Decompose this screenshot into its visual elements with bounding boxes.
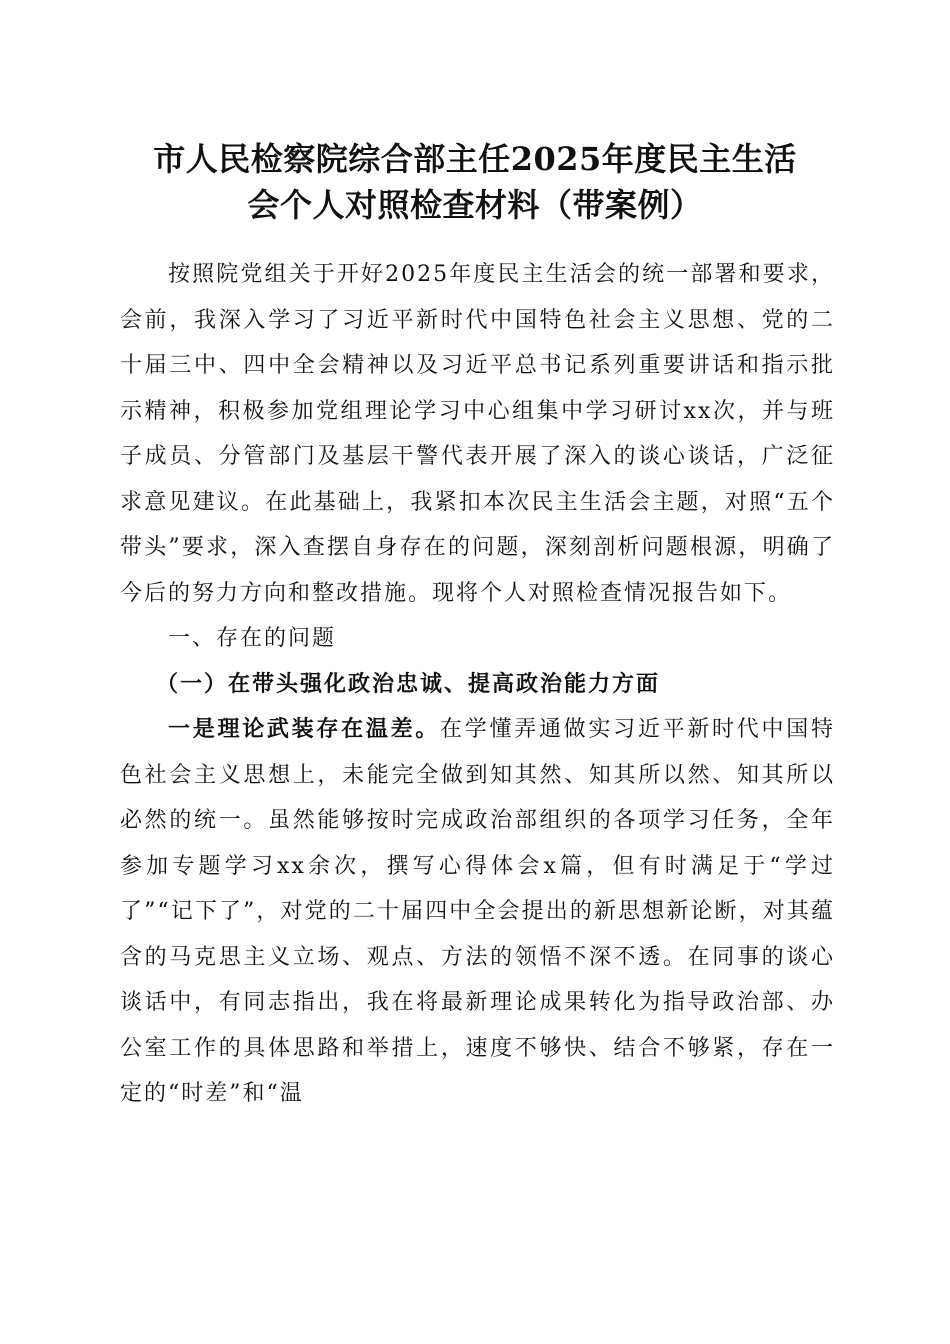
- point-text: 在学懂弄通做实习近平新时代中国特色社会主义思想上，未能完全做到知其然、知其所以然、知其所以必然的统一。虽然能够按时完成政治部组织的各项学习任务，全年参加专题学习xx余次，撰写心得体会x篇，但有时满足于“学过了”“记下了”，对党的二十届四中全会提出的新思想新论断，对其蕴含的马克思主义立场、观点、方法的领悟不深不透。在同事的谈心谈话中，有同志指出，我在将最新理论成果转化为指导政治部、办公室工作的具体思路和举措上，速度不够快、结合不够紧，存在一定的“时差”和“温: [120, 717, 835, 1106]
- point-paragraph: [120, 707, 835, 1117]
- subsection-heading: （一）在带头强化政治忠诚、提高政治能力方面: [156, 670, 661, 697]
- section-heading: 一、存在的问题: [168, 626, 337, 651]
- title-line-2: 会个人对照检查材料（带案例）: [247, 186, 703, 224]
- document-body: [120, 252, 835, 1117]
- intro-paragraph: 按照院党组关于开好2025年度民主生活会的统一部署和要求，会前，我深入学习了习近平新时代中国特色社会主义思想、党的二十届三中、四中全会精神以及习近平总书记系列重要讲话和指示批示精神，积极参加党组理论学习中心组集中学习研讨xx次，并与班子成员、分管部门及基层干警代表开展了深入的谈心谈话，广泛征求意见建议。在此基础上，我紧扣本次民主生活会主题，对照“五个带头”要求，深入查摆自身存在的问题，深刻剖析问题根源，明确了今后的努力方向和整改措施。现将个人对照检查情况报告如下。: [120, 262, 835, 606]
- document-title: [100, 136, 850, 228]
- title-line-1: 市人民检察院综合部主任2025年度民主生活: [153, 140, 797, 178]
- point-lead: 一是理论武装存在温差。: [168, 716, 441, 742]
